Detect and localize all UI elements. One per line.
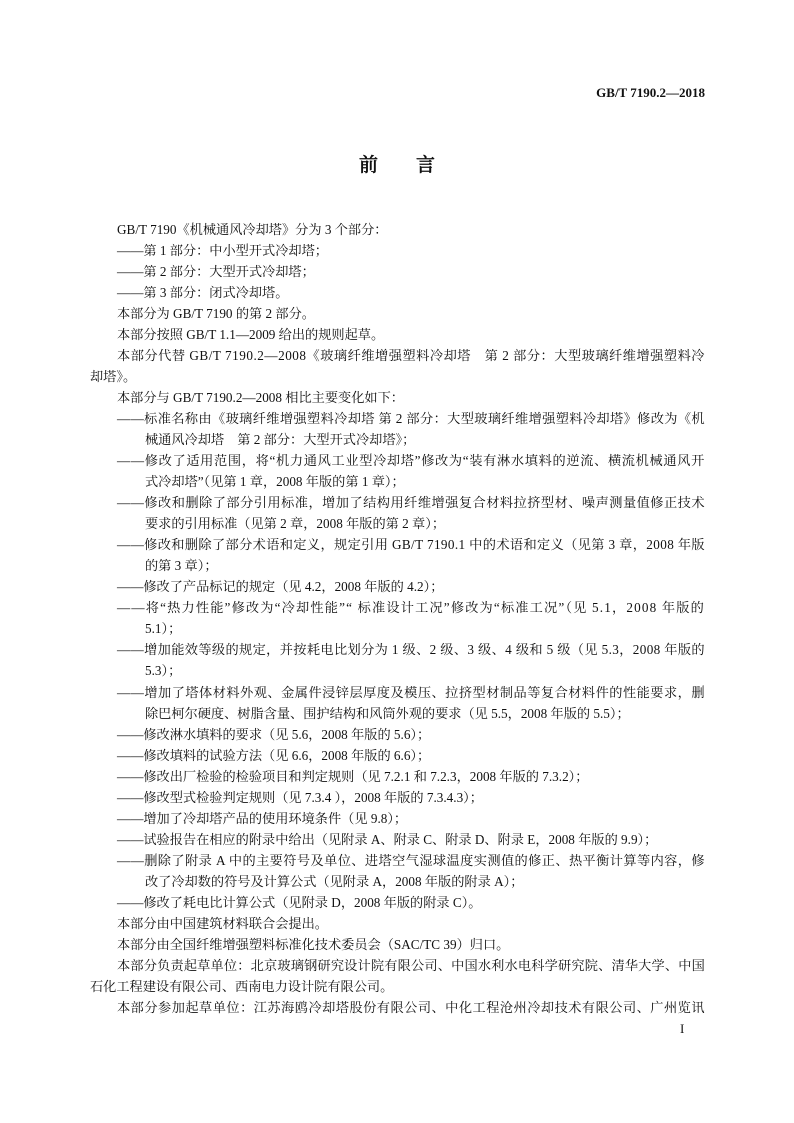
text-line [0,492,705,513]
change-list-item [0,597,794,639]
line-text: ——第 1 部分：中小型开式冷却塔； [117,242,328,258]
text-line [0,618,705,639]
text-line [0,871,705,892]
line-text: 改了冷却数的符号及计算公式（见附录 A，2008 年版的附录 A）； [145,873,524,889]
text-line [0,324,705,345]
text-line [0,829,705,850]
text-line [0,808,705,829]
change-list-item [0,787,794,808]
line-text: ——修改和删除了部分术语和定义，规定引用 GB/T 7190.1 中的术语和定义（见第 3 章，2008 年版 [117,537,705,553]
preface-paragraph [0,997,794,1018]
line-text: ——将“热力性能”修改为“冷却性能”“ 标准设计工况”修改为“标准工况”（见 5.1，2008 年版的 [117,600,705,616]
change-list-item [0,639,794,681]
change-list-item [0,829,794,850]
text-line [0,345,705,366]
line-text: 本部分代替 GB/T 7190.2—2008《玻璃纤维增强塑料冷却塔 第 2 部分：大型玻璃纤维增强塑料冷 [117,347,705,363]
text-line [0,366,705,387]
line-text: 本部分与 GB/T 7190.2—2008 相比主要变化如下： [117,389,404,405]
line-text: ——增加了冷却塔产品的使用环境条件（见 9.8）； [117,810,408,826]
page-number: I [680,1021,685,1036]
text-line [0,639,705,660]
line-text: GB/T 7190《机械通风冷却塔》分为 3 个部分： [117,221,388,237]
line-text: 械通风冷却塔 第 2 部分：大型开式冷却塔》； [145,431,416,447]
line-text: 本部分为 GB/T 7190 的第 2 部分。 [117,305,315,321]
line-text: ——增加了塔体材料外观、金属件浸锌层厚度及模压、拉挤型材制品等复合材料件的性能要求，删 [117,684,705,700]
preface-body [0,219,794,1019]
text-line [0,850,705,871]
text-line [0,387,705,408]
change-list-item [0,745,794,766]
preface-paragraph [0,387,794,408]
line-text: ——删除了附录 A 中的主要符号及单位、进塔空气湿球温度实测值的修正、热平衡计算等内容，修 [117,852,705,868]
part-list-item [0,282,794,303]
text-line [0,282,705,303]
text-line [0,471,705,492]
change-list-item [0,576,794,597]
change-list-item [0,724,794,745]
change-list-item [0,808,794,829]
text-line [0,576,705,597]
line-text: 5.3）； [145,663,182,679]
text-line [0,534,705,555]
text-line [0,219,705,240]
text-line [0,955,705,976]
line-text: ——修改出厂检验的检验项目和判定规则（见 7.2.1 和 7.2.3，2008 年版的 7.3.2）； [117,768,589,784]
change-list-item [0,408,794,450]
preface-paragraph [0,303,794,324]
text-line [0,240,705,261]
preface-paragraph [0,219,794,240]
line-text: ——第 2 部分：大型开式冷却塔； [117,263,315,279]
preface-paragraph [0,345,794,387]
line-text: 本部分负责起草单位：北京玻璃钢研究设计院有限公司、中国水利水电科学研究院、清华大学、中国 [117,958,705,974]
preface-paragraph [0,324,794,345]
line-text: ——修改了耗电比计算公式（见附录 D，2008 年版的附录 C）。 [117,895,482,910]
line-text: ——标准名称由《玻璃纤维增强塑料冷却塔 第 2 部分：大型玻璃纤维增强塑料冷却塔》修改为《机 [117,410,705,426]
text-line [0,745,705,766]
part-list-item [0,261,794,282]
page-title: 前 言 [358,154,435,176]
text-line [0,408,705,429]
change-list-item [0,682,794,724]
line-text: 石化工程建设有限公司、西南电力设计院有限公司。 [90,979,394,995]
text-line [0,660,705,681]
text-line [0,303,705,324]
change-list-item [0,850,794,892]
text-line [0,892,705,913]
text-line [0,597,705,618]
text-line [0,787,705,808]
change-list-item [0,766,794,787]
preface-paragraph [0,913,794,934]
preface-paragraph [0,934,794,955]
text-line [0,682,705,703]
line-text: 本部分参加起草单位：江苏海鸥冷却塔股份有限公司、中化工程沧州冷却技术有限公司、广州览讯 [117,1000,705,1016]
text-line [0,976,705,997]
text-line [0,703,705,724]
line-text: ——修改淋水填料的要求（见 5.6，2008 年版的 5.6）； [117,726,431,742]
line-text: 本部分由中国建筑材料联合会提出。 [117,916,328,932]
line-text: 要求的引用标准（见第 2 章，2008 年版的第 2 章）； [145,516,446,532]
part-list-item [0,240,794,261]
line-text: ——修改和删除了部分引用标准，增加了结构用纤维增强复合材料拉挤型材、噪声测量值修正技术 [117,495,705,511]
standard-code-header: GB/T 7190.2—2018 [596,85,705,100]
line-text: 却塔》。 [90,368,137,384]
line-text: 本部分由全国纤维增强塑料标准化技术委员会（SAC/TC 39）归口。 [117,937,510,953]
line-text: ——修改型式检验判定规则（见 7.3.4 ），2008 年版的 7.3.4.3）； [117,789,483,805]
line-text: ——修改了适用范围，将“机力通风工业型冷却塔”修改为“装有淋水填料的逆流、横流机械通风开 [117,453,705,469]
line-text: ——修改填料的试验方法（见 6.6，2008 年版的 6.6）； [117,747,431,763]
text-line [0,997,705,1018]
line-text: ——第 3 部分：闭式冷却塔。 [117,284,289,300]
preface-paragraph [0,955,794,997]
text-line [0,934,705,955]
text-line [0,429,705,450]
line-text: 的第 3 章）； [145,558,218,574]
change-list-item [0,450,794,492]
line-text: 式冷却塔”（见第 1 章，2008 年版的第 1 章）； [145,474,405,490]
text-line [0,766,705,787]
change-list-item [0,892,794,913]
line-text: 5.1）； [145,621,182,637]
text-line [0,513,705,534]
line-text: ——修改了产品标记的规定（见 4.2，2008 年版的 4.2）； [117,579,444,595]
change-list-item [0,492,794,534]
text-line [0,913,705,934]
text-line [0,261,705,282]
text-line [0,555,705,576]
text-line [0,724,705,745]
change-list-item [0,534,794,576]
line-text: 本部分按照 GB/T 1.1—2009 给出的规则起草。 [117,326,385,342]
text-line [0,450,705,471]
line-text: ——增加能效等级的规定，并按耗电比划分为 1 级、2 级、3 级、4 级和 5 级（见 5.3，2008 年版的 [117,642,705,658]
line-text: 除巴柯尔硬度、树脂含量、围护结构和风筒外观的要求（见 5.5，2008 年版的 5.5）； [145,705,630,721]
line-text: ——试验报告在相应的附录中给出（见附录 A、附录 C、附录 D、附录 E，2008 年版的 9.9）； [117,831,658,847]
